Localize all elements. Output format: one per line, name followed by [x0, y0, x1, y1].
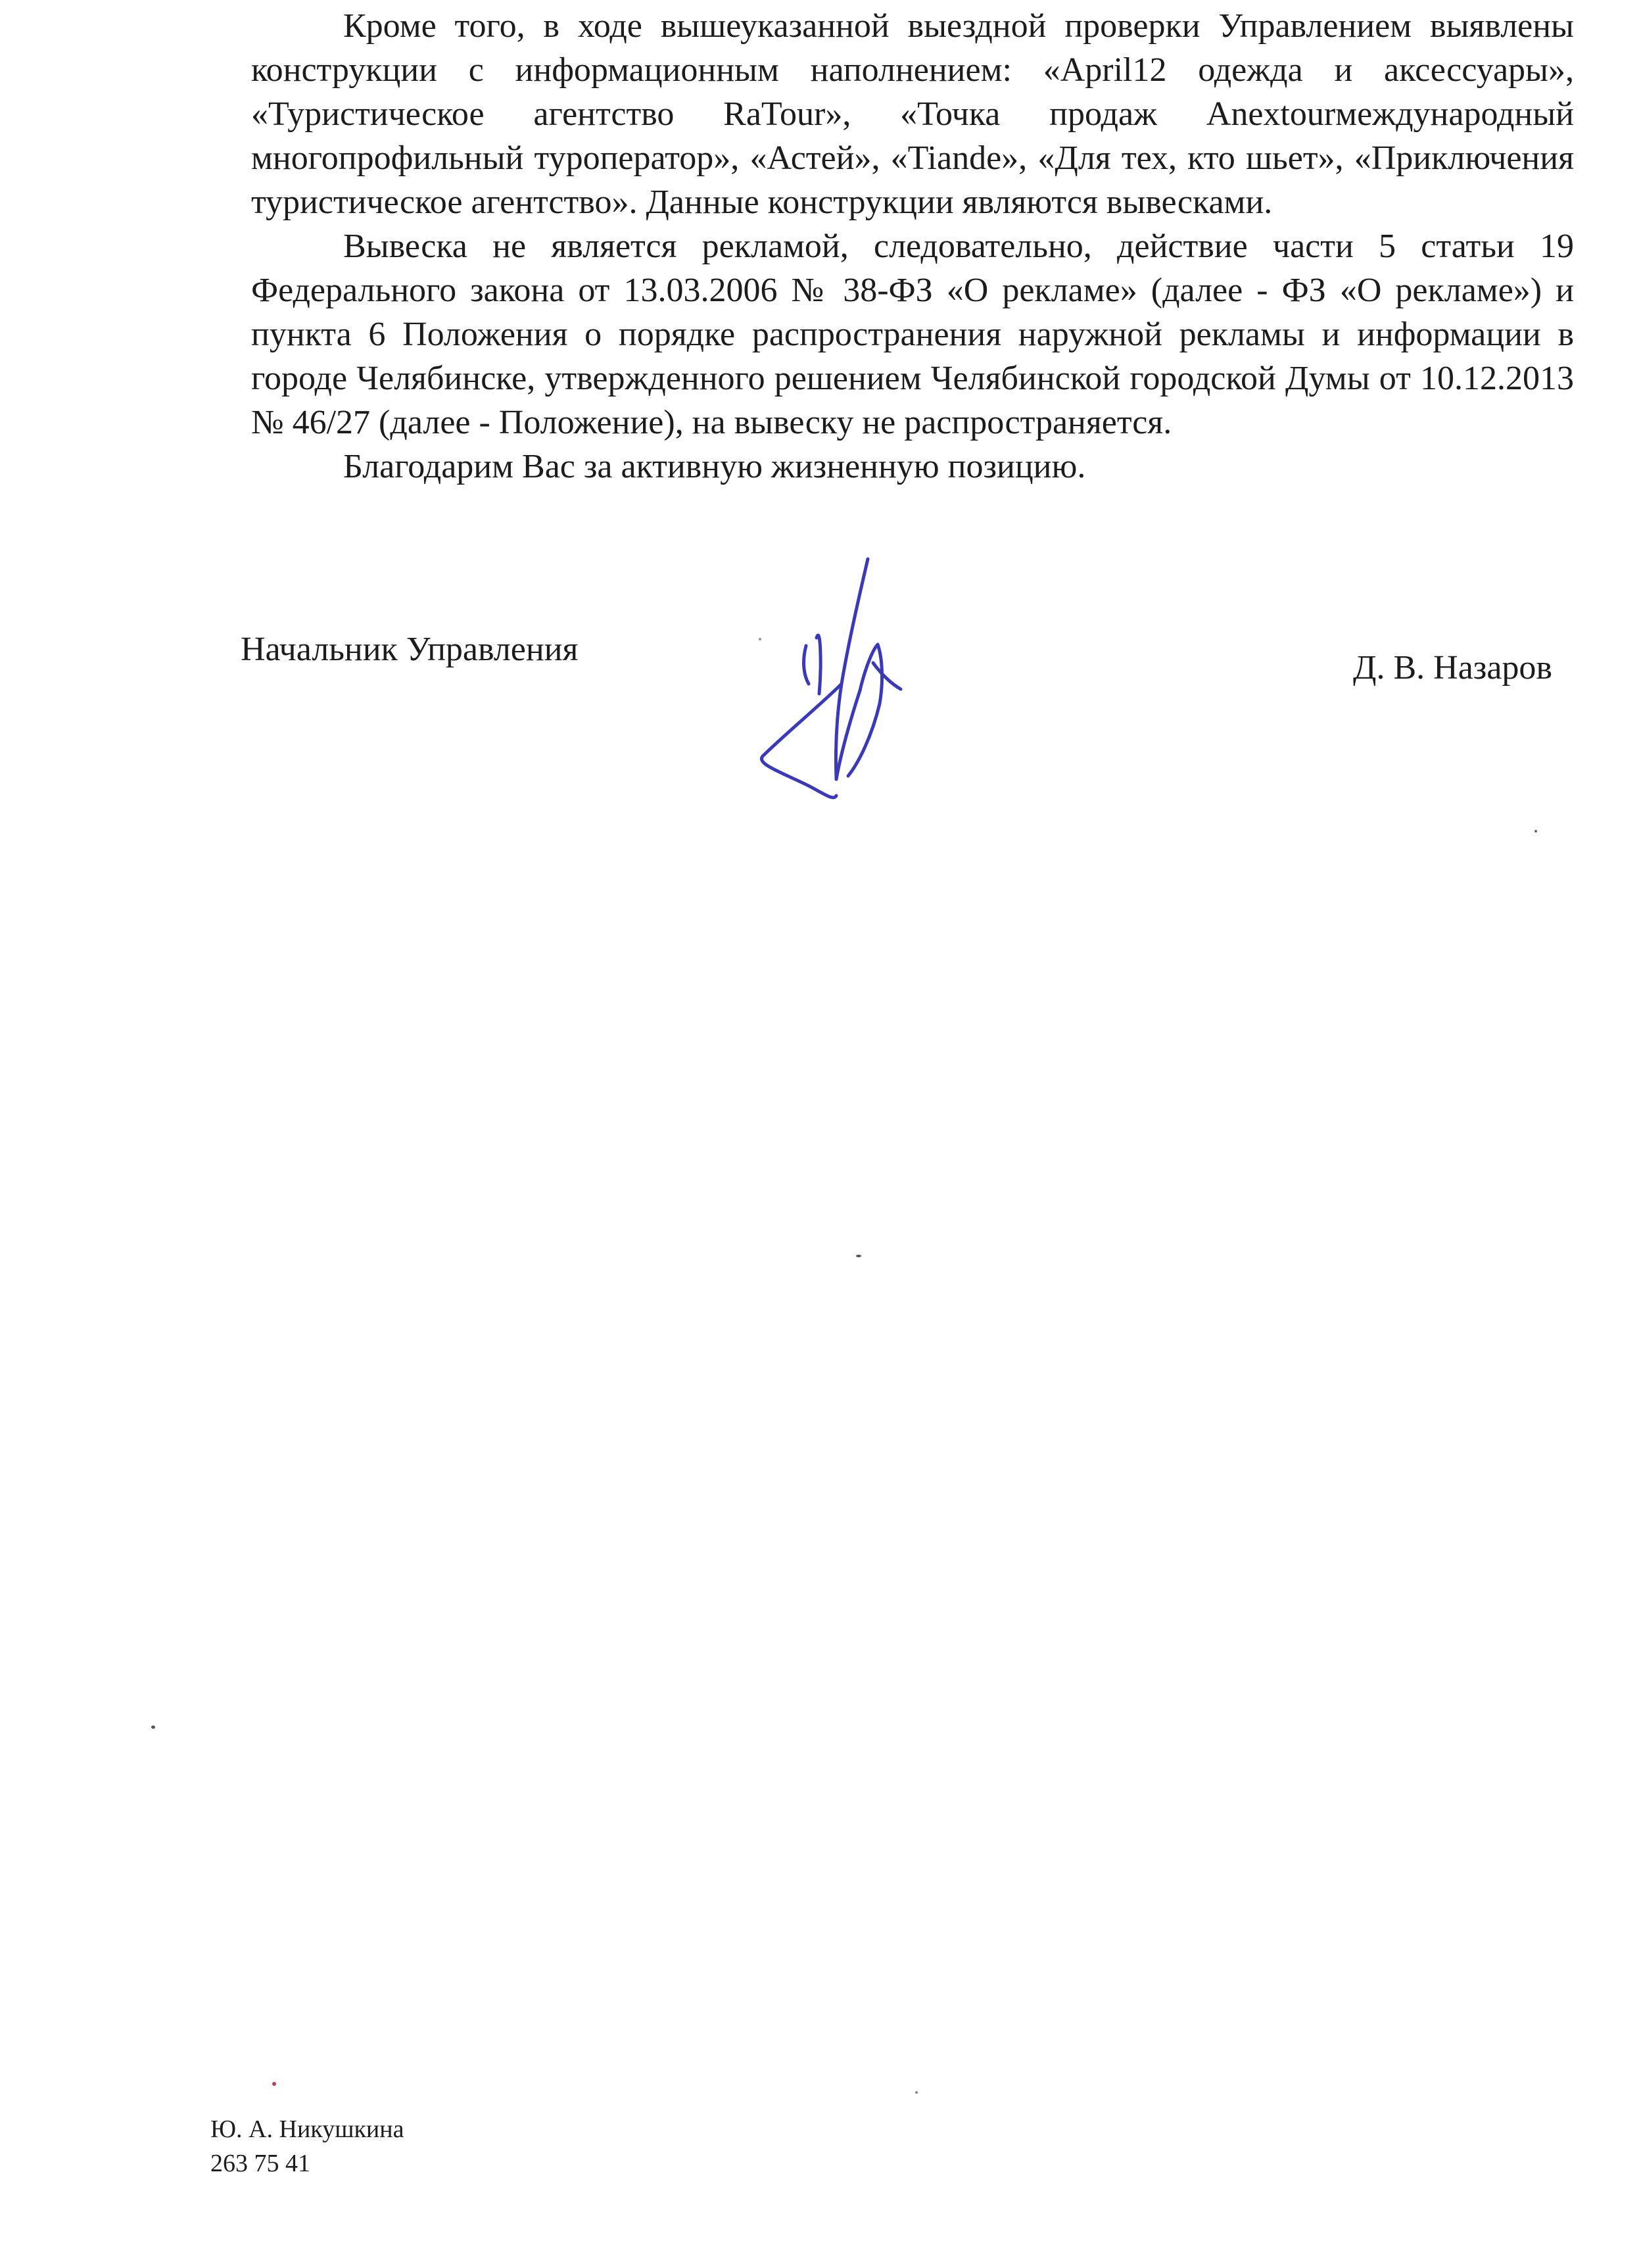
scan-speck [915, 2091, 918, 2094]
handwritten-signature-icon [743, 546, 934, 809]
signatory-name: Д. В. Назаров [1353, 649, 1552, 687]
scan-speck [272, 2082, 276, 2086]
paragraph-signboards: Кроме того, в ходе вышеуказанной выездной проверки Управлением выявлены конструкции с информационным наполнением: «April12 одежда и аксессуары», «Туристическое агентство RaTour», «Точка продаж Anextourмеждународный многопрофильный туроператор», «Астей», «Tiande», «Для тех, кто шьет», «Приключения туристическое агентство». Данные конструкции являются вывесками. [251, 7, 1574, 221]
scan-speck [856, 1255, 861, 1257]
executor-phone: 263 75 41 [210, 2150, 310, 2177]
signatory-title: Начальник Управления [241, 631, 579, 668]
letter-body [251, 4, 1574, 489]
executor-block [210, 2112, 404, 2181]
paragraph-law-reference: Вывеска не является рекламой, следовательно, действие части 5 статьи 19 Федерального закона от 13.03.2006 № 38-ФЗ «О рекламе» (далее - ФЗ «О рекламе») и пункта 6 Положения о порядке распространения наружной рекламы и информации в городе Челябинске, утвержденного решением Челябинской городской Думы от 10.12.2013 № 46/27 (далее - Положение), на вывеску не распространяется. [251, 228, 1574, 441]
scan-speck [1534, 830, 1537, 832]
scan-speck [759, 638, 761, 640]
scan-speck [151, 1725, 155, 1729]
paragraph-thanks: Благодарим Вас за активную жизненную позицию. [343, 448, 1086, 485]
executor-name: Ю. А. Никушкина [210, 2115, 404, 2143]
